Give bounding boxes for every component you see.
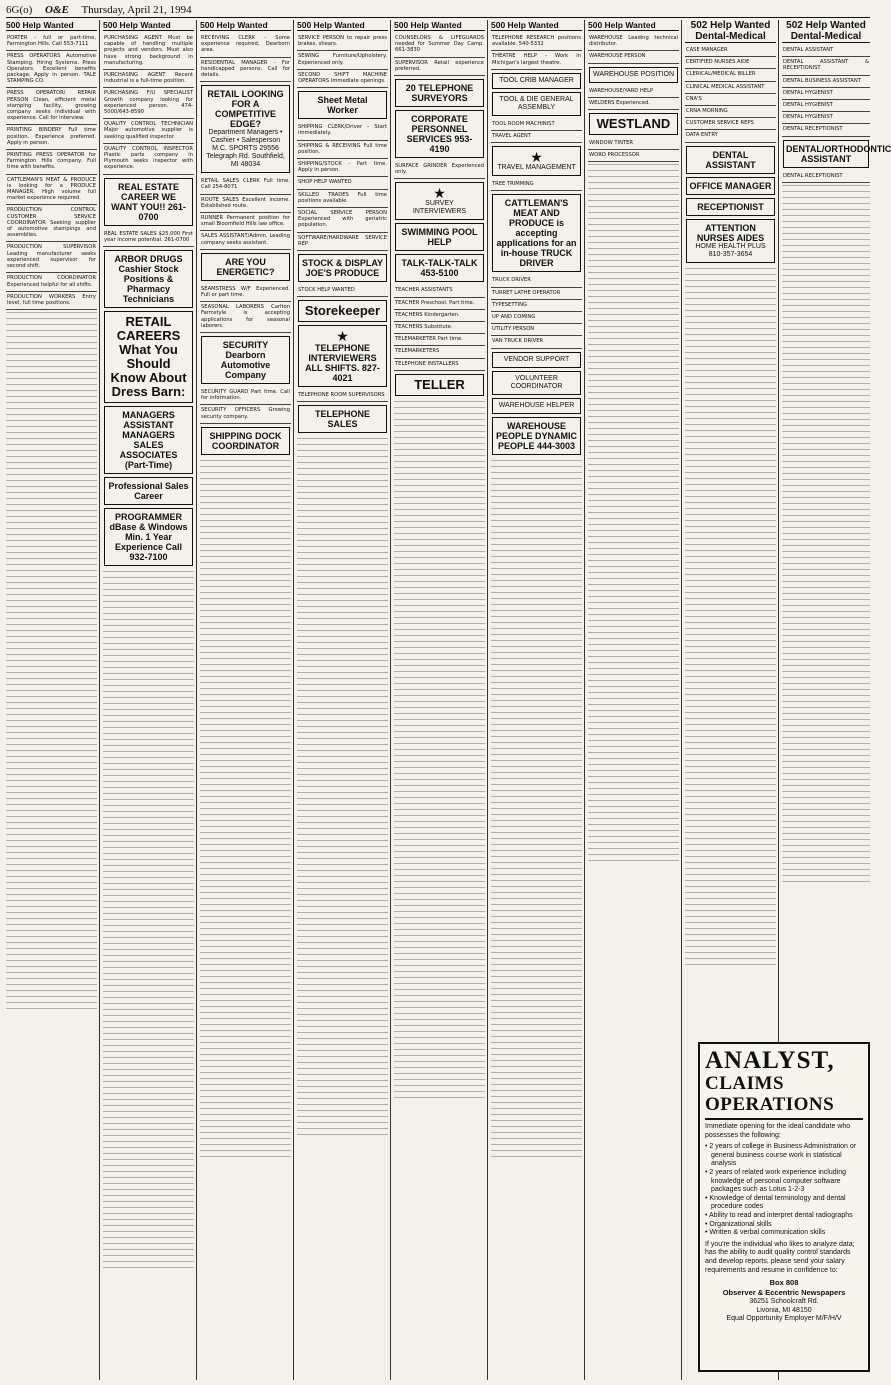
classified-ad: STOCK HELP WANTED bbox=[297, 285, 388, 297]
ad-headline: Storekeeper bbox=[304, 303, 381, 319]
tool-crib-ad bbox=[492, 73, 581, 89]
classified-ad: SURFACE GRINDER Experienced only. bbox=[394, 161, 485, 179]
column-header: 500 Help Wanted bbox=[297, 20, 388, 31]
classified-ad: SHIPPING/STOCK - Part time. Apply in person. bbox=[297, 159, 388, 177]
ad-intro: Immediate opening for the ideal candidate who possesses the following: bbox=[705, 1123, 851, 1139]
telephone-surveyors-ad bbox=[395, 79, 484, 107]
dense-ad-text bbox=[491, 458, 582, 1158]
travel-management-ad bbox=[492, 146, 581, 176]
box-number: Box 808 bbox=[769, 1278, 799, 1288]
column-6 bbox=[489, 20, 585, 1380]
ad-headline: ARBOR DRUGS Cashier Stock Positions & Pharmacy Technicians bbox=[114, 254, 183, 305]
ad-headline: TRAVEL MANAGEMENT bbox=[497, 164, 576, 172]
classified-ad: DENTAL HYGIENIST bbox=[782, 100, 870, 112]
column-header: 502 Help Wanted Dental-Medical bbox=[685, 20, 776, 43]
classified-ad: TELEPHONE RESEARCH positions available. 540-5332 bbox=[491, 33, 582, 51]
column-header: 500 Help Wanted bbox=[6, 20, 97, 31]
survey-interviewers-ad bbox=[395, 182, 484, 220]
ad-headline: CATTLEMAN'S MEAT AND PRODUCE is accepting applications for an in-house TRUCK DRIVER bbox=[496, 198, 577, 269]
ad-headline: TELEPHONE INTERVIEWERS ALL SHIFTS. 827-4021 bbox=[305, 343, 380, 384]
ad-headline: DENTAL/ORTHODONTIC ASSISTANT bbox=[786, 143, 891, 164]
ad-subline: HOME HEALTH PLUS 810-357-3654 bbox=[695, 242, 766, 258]
classified-ad: DENTAL RECEPTIONIST bbox=[782, 171, 870, 183]
ad-headline: WAREHOUSE HELPER bbox=[498, 401, 575, 409]
classified-ad: SALES ASSISTANT/Admin. Leading company seeks assistant. bbox=[200, 231, 291, 249]
column-5 bbox=[392, 20, 488, 1380]
column-header: 500 Help Wanted bbox=[491, 20, 582, 31]
dense-ad-text bbox=[782, 183, 870, 883]
dense-ad-text bbox=[200, 458, 291, 1158]
classified-ad: ROUTE SALES Excellent income. Established route. bbox=[200, 195, 291, 213]
column-7 bbox=[586, 20, 682, 1380]
classified-ad: SKILLED TRADES Full time positions available. bbox=[297, 190, 388, 208]
classified-ad: TEACHER Preschool. Part time. bbox=[394, 298, 485, 310]
teller-ad bbox=[395, 374, 484, 396]
classified-ad: PRODUCTION CONTROL CUSTOMER SERVICE COORDINATOR Seeking supplier of automotive stampings and assemblies. bbox=[6, 205, 97, 242]
security-ad bbox=[201, 336, 290, 384]
classified-ad: CUSTOMER SERVICE REPS bbox=[685, 118, 776, 130]
classified-ad: REAL ESTATE SALES $25,000 First year income potential. 261-0700 bbox=[103, 229, 194, 247]
sales-career-ad bbox=[104, 477, 193, 505]
classified-ad: CLERICAL/MEDICAL BILLER bbox=[685, 69, 776, 81]
ad-headline: ARE YOU ENERGETIC? bbox=[216, 256, 275, 277]
ad-headline: Professional Sales Career bbox=[108, 481, 189, 502]
city-address: Livonia, MI 48150 bbox=[756, 1306, 812, 1314]
office-manager-ad bbox=[686, 177, 775, 195]
dense-ad-text bbox=[297, 436, 388, 1136]
column-4 bbox=[295, 20, 391, 1380]
retail-careers-ad bbox=[104, 311, 193, 403]
classified-ad: QUALITY CONTROL TECHNICIAN Major automotive supplier is seeking qualified inspector. bbox=[103, 119, 194, 144]
classified-ad: COUNSELORS & LIFEGUARDS needed for Summer Day Camp. 661-3830 bbox=[394, 33, 485, 58]
classified-ad: PURCHASING AGENT Recent industrial is a full-time position. bbox=[103, 70, 194, 88]
real-estate-ad bbox=[104, 178, 193, 226]
dense-ad-text bbox=[103, 569, 194, 1269]
requirement-item: • Ability to read and interpret dental radiographs bbox=[705, 1212, 863, 1221]
classified-ad: DENTAL HYGIENIST bbox=[782, 88, 870, 100]
classified-ad: TRAVEL AGENT bbox=[491, 131, 582, 143]
masthead bbox=[6, 3, 870, 18]
ad-headline: DENTAL ASSISTANT bbox=[705, 149, 756, 170]
ad-headline: SHIPPING DOCK COORDINATOR bbox=[209, 430, 282, 451]
classified-ad: PRODUCTION SUPERVISOR Leading manufacturer seeks experienced supervisor for second shift. bbox=[6, 242, 97, 273]
classified-ad: SECURITY GUARD Part time. Call for information. bbox=[200, 387, 291, 405]
classified-ad: UP AND COMING bbox=[491, 312, 582, 324]
ad-headline: 20 TELEPHONE SURVEYORS bbox=[405, 83, 474, 104]
classified-ad: SUPERVISOR Retail experience preferred. bbox=[394, 58, 485, 76]
star-icon: ★ bbox=[336, 328, 349, 345]
classified-ad: PRODUCTION COORDINATOR Experienced helpful for all shifts. bbox=[6, 273, 97, 291]
mailing-address bbox=[705, 1279, 863, 1324]
classified-ad: TEACHER ASSISTANTS bbox=[394, 285, 485, 297]
classified-ad: DENTAL BUSINESS ASSISTANT bbox=[782, 76, 870, 88]
ad-address: M.C. SPORTS 29556 Telegraph Rd. Southfield, MI 48034 bbox=[206, 145, 285, 169]
sheet-metal-ad bbox=[298, 91, 387, 119]
issue-date: Thursday, April 21, 1994 bbox=[81, 4, 192, 16]
classified-ad: PRODUCTION WORKERS Entry level, full time positions. bbox=[6, 292, 97, 310]
classified-ad: CNA'S bbox=[685, 94, 776, 106]
classified-ad: RETAIL SALES CLERK Full time. Call 254-8071 bbox=[200, 176, 291, 194]
ad-headline: RECEPTIONIST bbox=[697, 201, 764, 212]
classified-ad: DENTAL ASSISTANT & RECEPTIONIST bbox=[782, 57, 870, 75]
analyst-claims-ad bbox=[698, 1042, 870, 1372]
ad-headline: WESTLAND bbox=[596, 116, 671, 132]
dense-ad-text bbox=[588, 162, 679, 862]
requirement-item: • Organizational skills bbox=[705, 1221, 863, 1230]
ad-headline: TELEPHONE SALES bbox=[314, 409, 370, 430]
classified-ad: PRESS OPERATOR/ REPAIR PERSON Clean, efficient metal stamping facility, growing company seeks individual with experience. Call for interview. bbox=[6, 88, 97, 125]
ad-headline: STOCK & DISPLAY JOE'S PRODUCE bbox=[301, 258, 384, 279]
classified-ad: WAREHOUSE Leading technical distributor. bbox=[588, 33, 679, 51]
ad-headline: Sheet Metal Worker bbox=[317, 95, 368, 116]
classified-ad: SEAMSTRESS W/F Experienced. Full or part time. bbox=[200, 284, 291, 302]
classified-ad: THEATRE HELP - Work in Michigan's largest theatre. bbox=[491, 51, 582, 69]
classified-ad: TELEPHONE ROOM SUPERVISORS bbox=[297, 390, 388, 402]
ad-headline: SWIMMING POOL HELP bbox=[401, 227, 478, 248]
classified-ad: TELEMARKETER Part time. bbox=[394, 334, 485, 346]
ad-headline: REAL ESTATE CAREER WE WANT YOU!! 261-0700 bbox=[111, 181, 186, 222]
classified-ad: CATTLEMAN'S MEAT & PRODUCE is looking for a PRODUCE MANAGER. High volume full market experience required. bbox=[6, 175, 97, 206]
dental-assistant-ad bbox=[686, 146, 775, 174]
warehouse-position-ad bbox=[589, 67, 678, 83]
vendor-support-ad bbox=[492, 352, 581, 368]
ad-headline: TELLER bbox=[414, 376, 465, 392]
ad-headline: ATTENTION NURSES AIDES bbox=[696, 222, 765, 243]
dense-ad-text bbox=[394, 399, 485, 1099]
classified-ad: SOCIAL SERVICE PERSON Experienced with geriatric population. bbox=[297, 208, 388, 233]
ad-headline: VOLUNTEER COORDINATOR bbox=[510, 374, 563, 390]
ad-headline: WAREHOUSE PEOPLE DYNAMIC PEOPLE 444-3003 bbox=[495, 420, 577, 451]
warehouse-people-ad bbox=[492, 417, 581, 455]
joes-produce-ad bbox=[298, 254, 387, 282]
classified-ad: WELDERS Experienced. bbox=[588, 98, 679, 110]
classified-ad: WINDOW TINTER bbox=[588, 138, 679, 150]
column-header: 500 Help Wanted bbox=[200, 20, 291, 31]
classified-ad: SERVICE PERSON to repair press brakes, shears. bbox=[297, 33, 388, 51]
requirement-item: • Written & verbal communication skills bbox=[705, 1229, 863, 1238]
orthodontic-assistant-ad bbox=[783, 140, 891, 168]
classified-ad: PURCHASING AGENT Must be capable of handling multiple projects and vendors. Must also have strong background in manufacturing. bbox=[103, 33, 194, 70]
classified-ad: WAREHOUSE/YARD HELP bbox=[588, 86, 679, 98]
classified-ad: RUNNER Permanent position for small Bloomfield Hills law office. bbox=[200, 213, 291, 231]
classified-ad: TYPESETTING bbox=[491, 300, 582, 312]
classified-ad: QUALITY CONTROL INSPECTOR Plastic parts company in Plymouth seeks inspector with experience. bbox=[103, 144, 194, 175]
classified-ad: VAN TRUCK DRIVER bbox=[491, 336, 582, 348]
classified-ad: SEASONAL LABORERS Carlton Farmstyle is accepting applications for seasonal laborers. bbox=[200, 302, 291, 333]
requirements-list bbox=[705, 1143, 863, 1238]
classified-ad: TREE TRIMMING bbox=[491, 179, 582, 191]
warehouse-helper-ad bbox=[492, 398, 581, 414]
dense-ad-text bbox=[685, 266, 776, 966]
requirement-item: • 2 years of related work experience including knowledge of personal computer software packages such as Lotus 1-2-3 bbox=[705, 1169, 863, 1195]
classified-ad: SECURITY OFFICERS Growing security company. bbox=[200, 405, 291, 423]
page-number: 6G(o) bbox=[6, 4, 33, 16]
ad-headline: PROGRAMMER dBase & Windows Min. 1 Year Experience Call 932-7100 bbox=[109, 512, 188, 563]
street-address: 36251 Schoolcraft Rd. bbox=[749, 1298, 819, 1306]
classified-ad: WAREHOUSE PERSON bbox=[588, 51, 679, 63]
nurses-aides-ad bbox=[686, 219, 775, 263]
classified-ad: TURRET LATHE OPERATOR bbox=[491, 288, 582, 300]
classified-ad: SHIPPING & RECEIVING Full time position. bbox=[297, 141, 388, 159]
classified-ad: SHIPPING CLERK/Driver - Start immediately. bbox=[297, 122, 388, 140]
star-icon: ★ bbox=[433, 185, 446, 202]
classified-ad: TRUCK DRIVER bbox=[491, 275, 582, 287]
ad-headline: WAREHOUSE POSITION bbox=[592, 70, 675, 78]
classified-ad: TOOL ROOM MACHINIST bbox=[491, 119, 582, 131]
classified-ad: PRINTING PRESS OPERATOR for Farmington Hills company. Full time with benefits. bbox=[6, 150, 97, 175]
retail-ad bbox=[201, 85, 290, 173]
classified-ad: TEACHERS Kindergarten. bbox=[394, 310, 485, 322]
storekeeper-ad bbox=[298, 300, 387, 322]
classified-ad: TELEPHONE INSTALLERS bbox=[394, 359, 485, 371]
classified-ad: PRESS OPERATORS Automotive Stamping. Hiring Systems. Press Operators. Excellent benefits package. Apply in person. TALE STAMPING CO. bbox=[6, 51, 97, 88]
classified-ad: WORD PROCESSOR bbox=[588, 150, 679, 162]
classified-ad: DATA ENTRY bbox=[685, 130, 776, 142]
telephone-sales-ad bbox=[298, 405, 387, 433]
ad-closing: If you're the individual who likes to analyze data; has the ability to audit quality control standards and develop reports, please send your salary requirements and resume in confidence to: bbox=[705, 1240, 855, 1274]
column-header: 500 Help Wanted bbox=[394, 20, 485, 31]
ad-headline: SECURITY Dearborn Automotive Company bbox=[220, 340, 271, 381]
classified-ad: DENTAL HYGIENIST bbox=[782, 112, 870, 124]
column-header: 502 Help Wanted Dental-Medical bbox=[782, 20, 870, 43]
classified-ad: CRNA MORNING bbox=[685, 106, 776, 118]
column-3 bbox=[198, 20, 294, 1380]
ad-headline: TOOL CRIB MANAGER bbox=[499, 76, 574, 84]
column-header: 500 Help Wanted bbox=[588, 20, 679, 31]
classified-ad: SEWING Furniture/Upholstery. Experienced only. bbox=[297, 51, 388, 69]
dense-ad-text bbox=[6, 310, 97, 1010]
column-1 bbox=[4, 20, 100, 1380]
swimming-pool-ad bbox=[395, 223, 484, 251]
tool-die-ad bbox=[492, 92, 581, 116]
ad-headline: TOOL & DIE GENERAL ASSEMBLY bbox=[499, 95, 574, 111]
ad-headline: CORPORATE PERSONNEL SERVICES 953-4190 bbox=[406, 114, 473, 155]
classified-ad: DENTAL RECEPTIONIST bbox=[782, 124, 870, 136]
classified-ad: SHOP HELP WANTED bbox=[297, 177, 388, 189]
classified-ad: DENTAL ASSISTANT bbox=[782, 45, 870, 57]
classified-ad: RESIDENTIAL MANAGER - For handicapped persons. Call for details. bbox=[200, 58, 291, 83]
receptionist-ad bbox=[686, 198, 775, 216]
classified-ad: SOFTWARE/HARDWARE SERVICE REP bbox=[297, 233, 388, 251]
classified-ad: TEACHERS Substitute. bbox=[394, 322, 485, 334]
classified-ad: CLINICAL MEDICAL ASSISTANT bbox=[685, 82, 776, 94]
arbor-drugs-ad bbox=[104, 250, 193, 308]
ad-subline: Department Managers • Cashier • Salesperson bbox=[208, 129, 283, 145]
classified-ad: CASE MANAGER bbox=[685, 45, 776, 57]
classified-ad: PRINTING BINDERY Full time position. Experience preferred. Apply in person. bbox=[6, 125, 97, 150]
requirement-item: • Knowledge of dental terminology and dental procedure codes bbox=[705, 1195, 863, 1212]
talk-talk-ad bbox=[395, 254, 484, 282]
classified-ad: PORTER - full or part-time, Farmington Hills. Call 553-7111 bbox=[6, 33, 97, 51]
company-name: Observer & Eccentric Newspapers bbox=[722, 1287, 846, 1297]
telephone-interviewers-ad bbox=[298, 325, 387, 387]
cattlemans-ad bbox=[492, 194, 581, 272]
ad-headline: OFFICE MANAGER bbox=[689, 180, 772, 191]
volunteer-coordinator-ad bbox=[492, 371, 581, 395]
classified-ad: RECEIVING CLERK - Some experience required, Dearborn area. bbox=[200, 33, 291, 58]
classified-ad: UTILITY PERSON bbox=[491, 324, 582, 336]
ad-title-line-1: ANALYST, bbox=[705, 1047, 835, 1074]
corporate-personnel-ad bbox=[395, 110, 484, 158]
classified-ad: SECOND SHIFT MACHINE OPERATORS Immediate openings. bbox=[297, 70, 388, 88]
ad-headline: MANAGERS ASSISTANT MANAGERS SALES ASSOCIATES (Part-Time) bbox=[119, 410, 178, 471]
ad-title-line-2: CLAIMS OPERATIONS bbox=[705, 1073, 863, 1120]
column-2 bbox=[101, 20, 197, 1380]
column-header: 500 Help Wanted bbox=[103, 20, 194, 31]
classified-ad: CERTIFIED NURSES AIDE bbox=[685, 57, 776, 69]
ad-headline: TALK-TALK-TALK 453-5100 bbox=[401, 258, 478, 279]
managers-ad bbox=[104, 406, 193, 474]
shipping-dock-ad bbox=[201, 427, 290, 455]
eeo-statement: Equal Opportunity Employer M/F/H/V bbox=[726, 1315, 842, 1323]
ad-headline: SURVEY INTERVIEWERS bbox=[412, 200, 467, 216]
westland-ad bbox=[589, 113, 678, 135]
star-icon: ★ bbox=[530, 149, 543, 166]
ad-headline: VENDOR SUPPORT bbox=[503, 355, 570, 363]
requirement-item: • 2 years of college in Business Administration or general business course work in statistical analysis bbox=[705, 1143, 863, 1169]
classified-ad: TELEMARKETERS bbox=[394, 346, 485, 358]
classified-ad: PURCHASING F/U SPECIALIST Growth company looking for experienced person. 474-5000/643-8590 bbox=[103, 88, 194, 119]
ad-headline: RETAIL CAREERS What You Should Know About Dress Barn: bbox=[110, 314, 187, 400]
programmer-ad bbox=[104, 508, 193, 566]
ad-headline: RETAIL LOOKING FOR A COMPETITIVE EDGE? bbox=[207, 89, 284, 130]
publication-name: O&E bbox=[45, 4, 69, 16]
energetic-ad bbox=[201, 253, 290, 281]
